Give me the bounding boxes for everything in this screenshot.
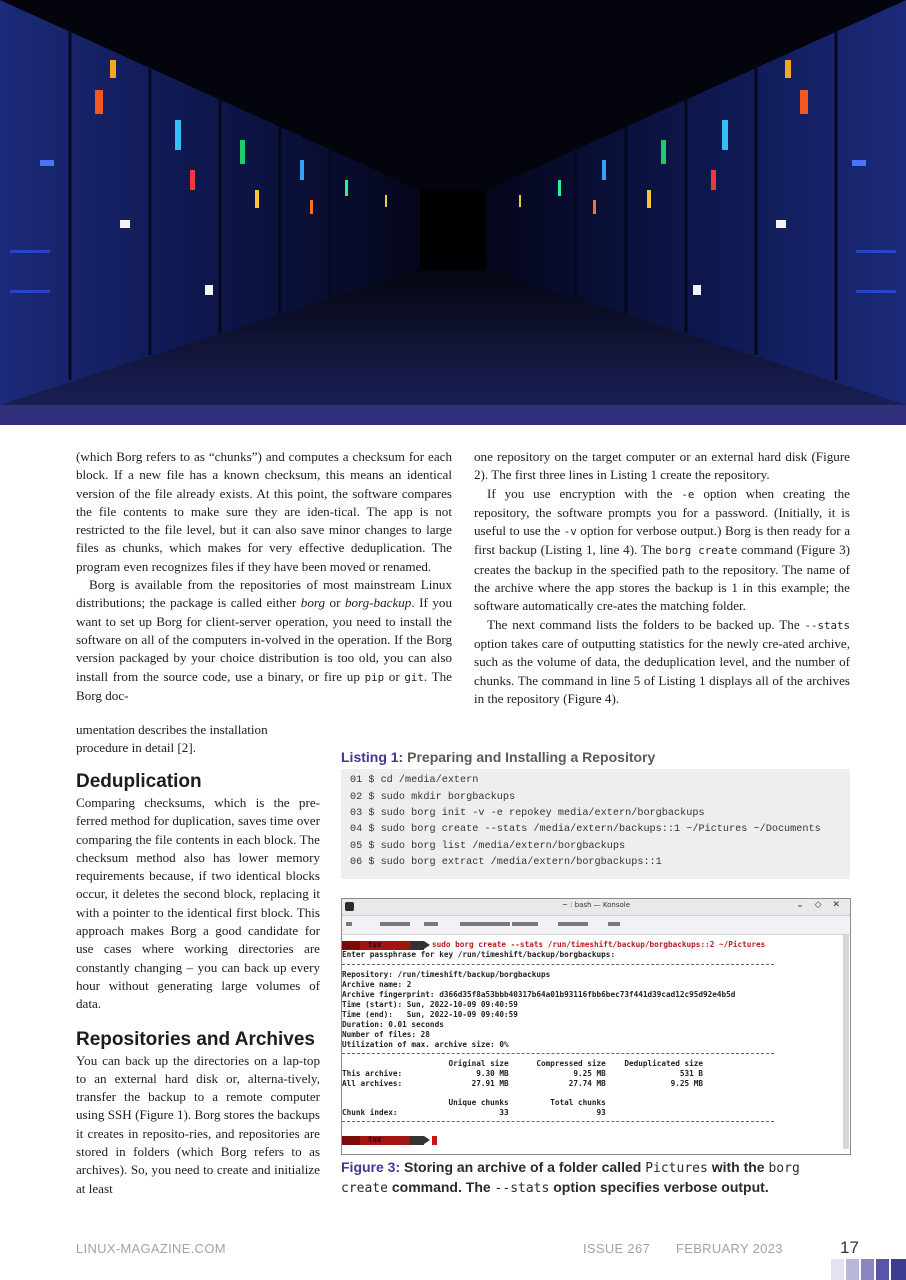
terminal-line: This archive: 9.30 MB 9.25 MB 531 B: [342, 1069, 704, 1078]
text-run: . If you want to set up Borg for client-server operation, you need to install the software on all of the computers in-volved in the operation. If the Borg version packaged by your choice distribution is too old, you can also install from the source code, use a binary, or fire up: [76, 595, 452, 684]
terminal-line: Duration: 0.01 seconds: [342, 1020, 444, 1029]
terminal-line: Original size Compressed size Deduplicated size: [342, 1059, 704, 1068]
terminal-line: Number of files: 28: [342, 1030, 430, 1039]
code-option-v: -v: [563, 525, 577, 539]
terminal-command: sudo borg create --stats /run/timeshift/backup/borgbackups::2 ~/Pictures: [432, 940, 766, 949]
prompt-user: tux: [368, 1135, 382, 1144]
konsole-toolbar: [342, 916, 850, 935]
hero-bottom-band: [0, 405, 906, 425]
window-titlebar[interactable]: [342, 899, 850, 916]
paragraph-repository: one repository on the target computer or an external hard disk (Figure 2). The first three lines in Listing 1 create the repository.: [474, 449, 850, 483]
terminal-line: Chunk index: 33 93: [342, 1108, 606, 1117]
package-name-borgbackup: borg-backup: [344, 595, 412, 611]
page-number: 17: [840, 1238, 859, 1257]
paragraph-stats: [474, 616, 850, 708]
text-run: option for verbose output.) Borg is then ready for a first backup (Listing 1, line 4). The: [474, 523, 851, 558]
terminal-scrollbar[interactable]: [843, 935, 849, 1149]
server-room-illustration: [0, 0, 906, 405]
heading-deduplication: Deduplication: [76, 771, 202, 792]
terminal-line: All archives: 27.91 MB 27.74 MB 9.25 MB: [342, 1079, 704, 1088]
listing-line: 02 $ sudo mkdir borgbackups: [350, 792, 516, 803]
footer-site: LINUX-MAGAZINE.COM: [76, 1241, 226, 1256]
paragraph-availability: [76, 576, 452, 705]
terminal-line: Time (end): Sun, 2022-10-09 09:40:59: [342, 1010, 518, 1019]
text-run: or: [384, 668, 405, 684]
footer-decor-square: [876, 1259, 889, 1280]
konsole-window: [341, 898, 851, 1155]
toolbar-button[interactable]: [424, 922, 438, 926]
footer-decor-square: [891, 1259, 906, 1280]
prompt-segment: [342, 1136, 360, 1145]
toolbar-button[interactable]: [346, 922, 352, 926]
text-run: . The Borg doc-: [76, 668, 452, 703]
code-option-e: -e: [681, 487, 695, 501]
code-borg-create: borg create: [665, 544, 738, 558]
code-git: git: [404, 670, 424, 684]
terminal-separator: [342, 1121, 774, 1122]
terminal-line: Utilization of max. archive size: 0%: [342, 1040, 509, 1049]
footer-decor-square: [846, 1259, 859, 1280]
paragraph-chunks: (which Borg refers to as “chunks”) and computes a checksum for each block. If a new file has a known checksum, this means an identical version of the file already exists. At this point, the software compares the file contents to make sure they are iden-tical. The app is not restricted to the file level, but it can also save minor changes to large files as chunks, which makes for very effective deduplication. The program even recognizes files if they have been moved or renamed.: [76, 449, 452, 574]
listing-line: 04 $ sudo borg create --stats /media/extern/backups::1 ~/Pictures ~/Documents: [350, 824, 821, 835]
prompt-arrow-icon: [424, 1136, 430, 1144]
footer-issue: ISSUE 267: [583, 1241, 651, 1256]
listing-line: 03 $ sudo borg init -v -e repokey media/extern/borgbackups: [350, 808, 705, 819]
code-option-stats: --stats: [804, 618, 850, 632]
paragraph-repositories: You can back up the directories on a lap-top to an external hard disk or, alterna-tively, transfer the backup to a remote computer using SSH (Figure 1). Borg stores the backups it creates in reposito-ries, and repositories are stored in folders (which Borg refers to as archives). So, you need to create and initialize at least: [76, 1052, 320, 1196]
text-run: Borg is available from the repositories of most mainstream Linux distributions; the package is called either: [76, 577, 452, 611]
toolbar-button[interactable]: [512, 922, 538, 926]
code-pip: pip: [364, 670, 385, 684]
listing-caption: [341, 749, 655, 765]
figure-label: Figure 3:: [341, 1159, 401, 1175]
code-stats: --stats: [494, 1181, 550, 1196]
footer-decor-square: [861, 1259, 874, 1280]
terminal-separator: [342, 1053, 774, 1054]
terminal-line: Time (start): Sun, 2022-10-09 09:40:59: [342, 1000, 518, 1009]
prompt-segment: [410, 941, 424, 950]
terminal-separator: [342, 964, 774, 965]
text-run: option takes care of outputting statistics for the newly cre-ated archive, such as the volume of data, the deduplication level, and the number of chunks. The command in line 5 of Listing 1 displays all of the archives in the repository (Figure 4).: [474, 635, 850, 706]
footer-decor-square: [831, 1259, 844, 1280]
text-run: command. The: [387, 1179, 495, 1195]
column-left-narrow: [76, 721, 304, 758]
listing-code-box: [341, 769, 850, 879]
figure-caption: [341, 1158, 851, 1198]
prompt-segment: [342, 941, 360, 950]
text-run: If you use encryption with the: [487, 485, 682, 501]
column-left-bottom: [76, 770, 320, 1198]
heading-repositories: Repositories and Archives: [76, 1028, 315, 1050]
listing-line: 06 $ sudo borg extract /media/extern/borgbackups::1: [350, 857, 662, 868]
terminal-line: Archive name: 2: [342, 980, 412, 989]
package-name-borg: borg: [300, 595, 326, 611]
paragraph-encryption: [474, 485, 850, 616]
paragraph-checksums: Comparing checksums, which is the pre-ferred method for duplication, saves time over comparing the file contents in each block. The checksum method also has lower memory requirements because, if two identical blocks occur, it deletes the second block, replacing it with a pointer to the identical first block. This approach makes Borg a good candidate for use cases where working directories are constantly changing – you can back up every hour without generating large volumes of data.: [76, 795, 320, 1012]
terminal-line: Enter passphrase for key /run/timeshift/backup/borgbackups:: [342, 950, 616, 959]
toolbar-button[interactable]: [380, 922, 410, 926]
prompt-arrow-icon: [424, 941, 430, 949]
hero-image-server-room: [0, 0, 906, 405]
paragraph-installation: umentation describes the installation procedure in detail [2].: [76, 722, 268, 756]
toolbar-button[interactable]: [558, 922, 588, 926]
column-left-top: [76, 448, 452, 705]
text-run: or: [325, 595, 345, 611]
terminal-output[interactable]: [342, 935, 842, 1151]
terminal-line: Unique chunks Total chunks: [342, 1098, 606, 1107]
prompt-user: tux: [368, 940, 382, 949]
listing-label: Listing 1:: [341, 749, 404, 765]
text-run: with the: [707, 1159, 769, 1175]
window-title: ~ : bash — Konsole: [561, 901, 631, 909]
listing-title: Preparing and Installing a Repository: [403, 749, 656, 765]
prompt-segment: [410, 1136, 424, 1145]
code-borg-create: borg create: [341, 1161, 800, 1196]
footer-date: FEBRUARY 2023: [676, 1241, 783, 1256]
code-pictures: Pictures: [645, 1161, 708, 1176]
text-run: The next command lists the folders to be backed up. The: [487, 616, 805, 632]
text-run: Storing an archive of a folder called: [400, 1159, 646, 1175]
text-run: command (Figure 3) creates the backup in the specified path to the repository. The name of the archive where the app stores the backup is 1 in this example; the software automatically cre-ates the matching folder.: [474, 542, 850, 614]
terminal-line: Archive fingerprint: d366d35f8a53bbb40317b64a01b93116fbb6bec73f441d39cad12c95d92e4b5d: [342, 990, 736, 999]
terminal-line: Repository: /run/timeshift/backup/borgbackups: [342, 970, 551, 979]
listing-line: 05 $ sudo borg list /media/extern/borgbackups: [350, 841, 626, 852]
window-controls[interactable]: ⌄ ◇ ✕: [796, 900, 844, 910]
text-run: option specifies verbose output.: [549, 1179, 769, 1195]
toolbar-button[interactable]: [608, 922, 620, 926]
listing-line: 01 $ cd /media/extern: [350, 775, 479, 786]
text-run: option when creating the repository, the software prompts you for a password. (Initially, it is useful to use the: [474, 485, 850, 539]
terminal-cursor: [432, 1136, 437, 1145]
column-right: [474, 448, 850, 708]
toolbar-button[interactable]: [460, 922, 510, 926]
